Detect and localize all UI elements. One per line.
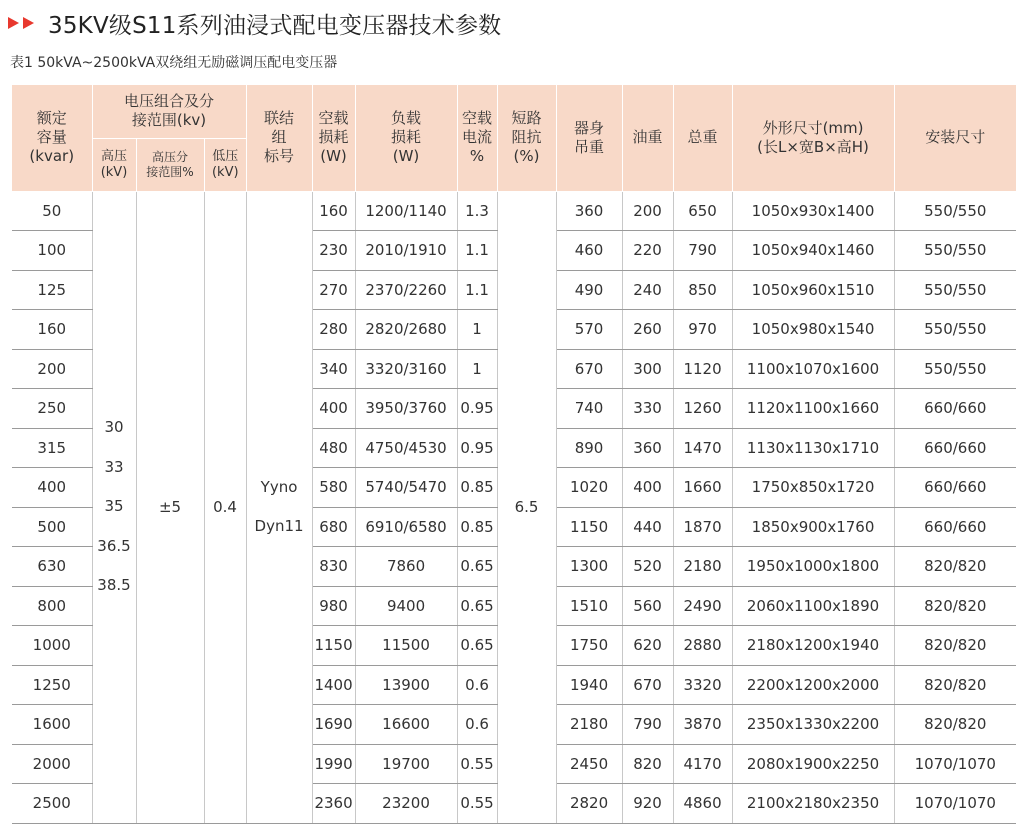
- cell-capacity: 315: [12, 428, 92, 468]
- cell-dimensions: 1750x850x1720: [732, 468, 894, 508]
- cell-no-load-loss: 580: [312, 468, 355, 508]
- cell-capacity: 250: [12, 389, 92, 429]
- cell-connection: [246, 191, 312, 823]
- table-caption: 表1 50kVA~2500kVA双绕组无励磁调压配电变压器: [10, 55, 338, 71]
- cell-oil-weight: 240: [622, 270, 673, 310]
- cell-core-weight: 570: [556, 310, 622, 350]
- cell-install: 660/660: [894, 389, 1016, 429]
- cell-load-loss: 9400: [355, 586, 457, 626]
- cell-total-weight: 1260: [673, 389, 732, 429]
- cell-install: 550/550: [894, 191, 1016, 231]
- cell-install: 550/550: [894, 349, 1016, 389]
- cell-no-load-current: 0.6: [457, 705, 497, 745]
- cell-no-load-loss: 1150: [312, 626, 355, 666]
- cell-dimensions: 2060x1100x1890: [732, 586, 894, 626]
- cell-core-weight: 1510: [556, 586, 622, 626]
- cell-install: 550/550: [894, 310, 1016, 350]
- cell-load-loss: 7860: [355, 547, 457, 587]
- cell-oil-weight: 670: [622, 665, 673, 705]
- hv-value: 35: [104, 497, 124, 516]
- cell-install: 820/820: [894, 665, 1016, 705]
- cell-capacity: 2000: [12, 744, 92, 784]
- cell-no-load-loss: 400: [312, 389, 355, 429]
- cell-no-load-current: 1.3: [457, 191, 497, 231]
- cell-core-weight: 490: [556, 270, 622, 310]
- cell-load-loss: 3320/3160: [355, 349, 457, 389]
- cell-total-weight: 4170: [673, 744, 732, 784]
- cell-install: 1070/1070: [894, 784, 1016, 824]
- cell-dimensions: 2180x1200x1940: [732, 626, 894, 666]
- cell-oil-weight: 440: [622, 507, 673, 547]
- header-load-loss: 负载 损耗 (W): [355, 85, 457, 191]
- cell-install: 660/660: [894, 507, 1016, 547]
- cell-load-loss: 1200/1140: [355, 191, 457, 231]
- cell-capacity: 1250: [12, 665, 92, 705]
- connection-list: [247, 468, 312, 546]
- header-impedance: 短路 阻抗 (%): [497, 85, 556, 191]
- cell-oil-weight: 560: [622, 586, 673, 626]
- cell-impedance: 6.5: [497, 191, 556, 823]
- cell-dimensions: 1120x1100x1660: [732, 389, 894, 429]
- cell-oil-weight: 920: [622, 784, 673, 824]
- cell-load-loss: 5740/5470: [355, 468, 457, 508]
- cell-no-load-current: 0.95: [457, 428, 497, 468]
- cell-capacity: 100: [12, 231, 92, 271]
- cell-capacity: 630: [12, 547, 92, 587]
- cell-total-weight: 4860: [673, 784, 732, 824]
- cell-load-loss: 3950/3760: [355, 389, 457, 429]
- cell-dimensions: 2100x2180x2350: [732, 784, 894, 824]
- cell-no-load-loss: 680: [312, 507, 355, 547]
- cell-capacity: 2500: [12, 784, 92, 824]
- cell-core-weight: 1150: [556, 507, 622, 547]
- cell-dimensions: 2080x1900x2250: [732, 744, 894, 784]
- cell-oil-weight: 520: [622, 547, 673, 587]
- cell-oil-weight: 260: [622, 310, 673, 350]
- spec-table-container: [12, 85, 1016, 824]
- cell-total-weight: 790: [673, 231, 732, 271]
- cell-core-weight: 1020: [556, 468, 622, 508]
- cell-no-load-loss: 1990: [312, 744, 355, 784]
- cell-load-loss: 13900: [355, 665, 457, 705]
- cell-total-weight: 970: [673, 310, 732, 350]
- cell-no-load-current: 1.1: [457, 231, 497, 271]
- cell-dimensions: 1050x980x1540: [732, 310, 894, 350]
- cell-oil-weight: 220: [622, 231, 673, 271]
- cell-oil-weight: 400: [622, 468, 673, 508]
- cell-no-load-loss: 280: [312, 310, 355, 350]
- cell-oil-weight: 790: [622, 705, 673, 745]
- cell-capacity: 1600: [12, 705, 92, 745]
- cell-total-weight: 1660: [673, 468, 732, 508]
- cell-no-load-current: 0.85: [457, 507, 497, 547]
- cell-capacity: 160: [12, 310, 92, 350]
- cell-total-weight: 2490: [673, 586, 732, 626]
- cell-no-load-loss: 230: [312, 231, 355, 271]
- header-connection: 联结 组 标号: [246, 85, 312, 191]
- hv-value: 36.5: [97, 536, 131, 555]
- cell-dimensions: 1050x940x1460: [732, 231, 894, 271]
- cell-dimensions: 1950x1000x1800: [732, 547, 894, 587]
- cell-no-load-current: 0.55: [457, 784, 497, 824]
- cell-capacity: 1000: [12, 626, 92, 666]
- header-lv: 低压 (kV): [204, 138, 246, 191]
- cell-capacity: 125: [12, 270, 92, 310]
- cell-core-weight: 740: [556, 389, 622, 429]
- cell-no-load-loss: 1690: [312, 705, 355, 745]
- cell-no-load-loss: 340: [312, 349, 355, 389]
- cell-total-weight: 2880: [673, 626, 732, 666]
- cell-dimensions: 1050x930x1400: [732, 191, 894, 231]
- spec-table: [12, 85, 1016, 824]
- cell-oil-weight: 300: [622, 349, 673, 389]
- hv-value-list: [93, 408, 136, 606]
- cell-total-weight: 1470: [673, 428, 732, 468]
- cell-total-weight: 2180: [673, 547, 732, 587]
- cell-total-weight: 3320: [673, 665, 732, 705]
- cell-install: 660/660: [894, 428, 1016, 468]
- connection-value: Yyno: [260, 478, 298, 496]
- cell-lv: 0.4: [204, 191, 246, 823]
- cell-install: 550/550: [894, 231, 1016, 271]
- cell-oil-weight: 330: [622, 389, 673, 429]
- cell-core-weight: 670: [556, 349, 622, 389]
- cell-no-load-loss: 480: [312, 428, 355, 468]
- connection-value: Dyn11: [254, 517, 304, 535]
- cell-load-loss: 4750/4530: [355, 428, 457, 468]
- cell-load-loss: 16600: [355, 705, 457, 745]
- cell-core-weight: 2180: [556, 705, 622, 745]
- header-voltage-group: 电压组合及分 接范围(kv): [92, 85, 246, 138]
- cell-tap-range: ±5: [136, 191, 204, 823]
- cell-total-weight: 1120: [673, 349, 732, 389]
- cell-oil-weight: 360: [622, 428, 673, 468]
- header-core-weight: 器身 吊重: [556, 85, 622, 191]
- cell-install: 550/550: [894, 270, 1016, 310]
- cell-total-weight: 1870: [673, 507, 732, 547]
- cell-install: 820/820: [894, 626, 1016, 666]
- double-triangle-marker-icon: [8, 16, 38, 30]
- hv-value: 33: [104, 457, 124, 476]
- cell-no-load-current: 0.55: [457, 744, 497, 784]
- table-row: [12, 191, 1016, 231]
- cell-no-load-current: 1: [457, 310, 497, 350]
- header-hv: 高压 (kV): [92, 138, 136, 191]
- cell-install: 820/820: [894, 547, 1016, 587]
- cell-install: 660/660: [894, 468, 1016, 508]
- cell-dimensions: 2350x1330x2200: [732, 705, 894, 745]
- header-capacity: 额定 容量 (kvar): [12, 85, 92, 191]
- cell-total-weight: 3870: [673, 705, 732, 745]
- cell-dimensions: 1130x1130x1710: [732, 428, 894, 468]
- cell-install: 1070/1070: [894, 744, 1016, 784]
- cell-no-load-loss: 1400: [312, 665, 355, 705]
- page-title-text: 35KV级S11系列油浸式配电变压器技术参数: [48, 12, 502, 39]
- cell-no-load-loss: 270: [312, 270, 355, 310]
- cell-no-load-current: 0.6: [457, 665, 497, 705]
- header-dimensions: 外形尺寸(mm) (长L×宽B×高H): [732, 85, 894, 191]
- cell-core-weight: 1750: [556, 626, 622, 666]
- cell-load-loss: 2370/2260: [355, 270, 457, 310]
- header-no-load-loss: 空载 损耗 (W): [312, 85, 355, 191]
- cell-no-load-loss: 2360: [312, 784, 355, 824]
- cell-no-load-current: 0.65: [457, 586, 497, 626]
- header-total-weight: 总重: [673, 85, 732, 191]
- cell-oil-weight: 200: [622, 191, 673, 231]
- cell-install: 820/820: [894, 586, 1016, 626]
- cell-load-loss: 2010/1910: [355, 231, 457, 271]
- cell-load-loss: 2820/2680: [355, 310, 457, 350]
- cell-dimensions: 1100x1070x1600: [732, 349, 894, 389]
- cell-capacity: 800: [12, 586, 92, 626]
- cell-hv-values: [92, 191, 136, 823]
- header-oil-weight: 油重: [622, 85, 673, 191]
- cell-no-load-loss: 160: [312, 191, 355, 231]
- cell-total-weight: 850: [673, 270, 732, 310]
- cell-capacity: 200: [12, 349, 92, 389]
- cell-dimensions: 1850x900x1760: [732, 507, 894, 547]
- cell-no-load-loss: 830: [312, 547, 355, 587]
- cell-oil-weight: 620: [622, 626, 673, 666]
- cell-load-loss: 19700: [355, 744, 457, 784]
- hv-value: 38.5: [97, 576, 131, 595]
- cell-core-weight: 890: [556, 428, 622, 468]
- cell-install: 820/820: [894, 705, 1016, 745]
- cell-no-load-current: 1.1: [457, 270, 497, 310]
- cell-core-weight: 360: [556, 191, 622, 231]
- cell-core-weight: 2450: [556, 744, 622, 784]
- cell-dimensions: 1050x960x1510: [732, 270, 894, 310]
- page-title: [8, 6, 501, 40]
- cell-total-weight: 650: [673, 191, 732, 231]
- cell-load-loss: 6910/6580: [355, 507, 457, 547]
- cell-core-weight: 2820: [556, 784, 622, 824]
- cell-load-loss: 23200: [355, 784, 457, 824]
- cell-dimensions: 2200x1200x2000: [732, 665, 894, 705]
- cell-no-load-current: 0.85: [457, 468, 497, 508]
- header-install: 安装尺寸: [894, 85, 1016, 191]
- cell-oil-weight: 820: [622, 744, 673, 784]
- cell-capacity: 400: [12, 468, 92, 508]
- header-no-load-current: 空载 电流 %: [457, 85, 497, 191]
- cell-no-load-loss: 980: [312, 586, 355, 626]
- cell-core-weight: 1940: [556, 665, 622, 705]
- cell-load-loss: 11500: [355, 626, 457, 666]
- cell-no-load-current: 0.95: [457, 389, 497, 429]
- cell-core-weight: 1300: [556, 547, 622, 587]
- cell-capacity: 50: [12, 191, 92, 231]
- cell-no-load-current: 1: [457, 349, 497, 389]
- cell-core-weight: 460: [556, 231, 622, 271]
- cell-capacity: 500: [12, 507, 92, 547]
- header-tap: 高压分 接范围%: [136, 138, 204, 191]
- hv-value: 30: [104, 418, 124, 437]
- cell-no-load-current: 0.65: [457, 547, 497, 587]
- cell-no-load-current: 0.65: [457, 626, 497, 666]
